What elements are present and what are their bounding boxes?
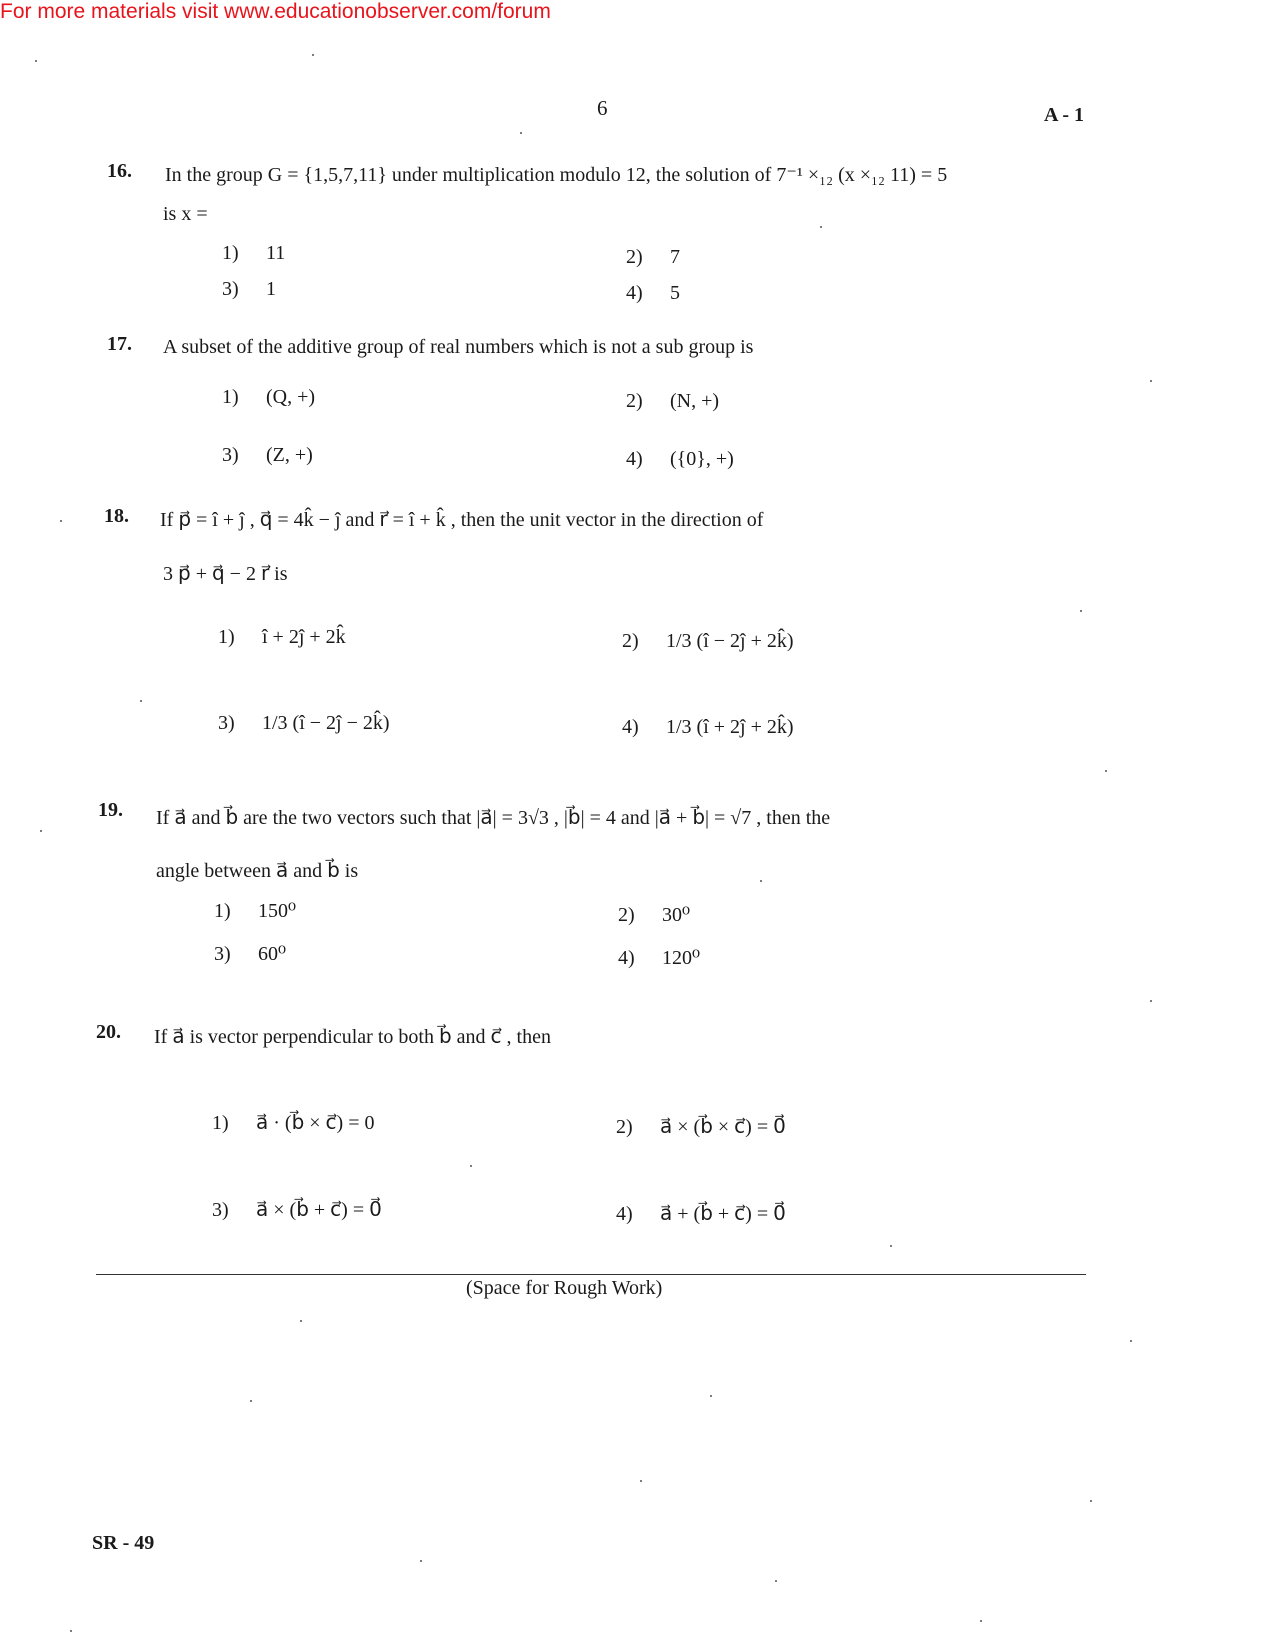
option-value: 1/3 (î + 2ĵ + 2k̂) <box>666 716 794 738</box>
option-3[interactable] <box>212 1197 382 1222</box>
option-value: 11 <box>266 242 286 264</box>
question-number: 17. <box>107 333 132 355</box>
option-number: 4) <box>626 282 643 304</box>
option-4[interactable] <box>618 945 700 970</box>
option-2[interactable] <box>616 1114 786 1139</box>
option-4[interactable] <box>626 282 680 305</box>
option-value: 7 <box>670 246 680 268</box>
option-value: a⃗ + (b⃗ + c⃗) = 0⃗ <box>660 1203 786 1225</box>
option-number: 2) <box>616 1116 633 1138</box>
question-text: If a⃗ is vector perpendicular to both b⃗ and c⃗ , then <box>154 1026 551 1048</box>
option-3[interactable] <box>214 941 286 966</box>
option-1[interactable] <box>214 898 296 923</box>
question-text-continued: 3 p⃗ + q⃗ − 2 r⃗ is <box>163 563 288 585</box>
option-3[interactable] <box>222 278 276 301</box>
option-4[interactable] <box>626 448 734 471</box>
option-4[interactable] <box>622 716 794 739</box>
rough-work-label: (Space for Rough Work) <box>466 1277 663 1299</box>
option-2[interactable] <box>626 246 680 269</box>
option-number: 4) <box>622 716 639 738</box>
option-number: 4) <box>616 1203 633 1225</box>
option-value: a⃗ × (b⃗ + c⃗) = 0⃗ <box>256 1199 382 1221</box>
question-text: In the group G = {1,5,7,11} under multiplication modulo 12, the solution of 7⁻¹ ×₁₂ (x ×₁₂ 11) = 5 <box>165 164 948 186</box>
option-number: 3) <box>212 1199 229 1221</box>
option-number: 4) <box>626 448 643 470</box>
question-number: 19. <box>98 799 123 821</box>
option-number: 3) <box>218 712 235 734</box>
question-text-continued: angle between a⃗ and b⃗ is <box>156 860 359 882</box>
question-number: 18. <box>104 505 129 527</box>
question-number: 16. <box>107 160 132 182</box>
option-value: 5 <box>670 282 680 304</box>
option-1[interactable] <box>222 242 285 265</box>
option-value: (Q, +) <box>266 386 316 408</box>
option-number: 2) <box>618 904 635 926</box>
option-value: (N, +) <box>670 390 720 412</box>
footer-code: SR - 49 <box>92 1532 155 1554</box>
option-value: ({0}, +) <box>670 448 734 470</box>
question-text: A subset of the additive group of real numbers which is not a sub group is <box>163 336 754 358</box>
watermark-text: For more materials visit www.educationobserver.com/forum <box>0 0 551 23</box>
option-number: 3) <box>222 278 239 300</box>
option-1[interactable] <box>212 1110 375 1135</box>
option-value: 60⁰ <box>258 943 287 965</box>
option-2[interactable] <box>626 390 719 413</box>
option-3[interactable] <box>218 712 390 735</box>
option-number: 1) <box>214 900 231 922</box>
option-2[interactable] <box>618 902 690 927</box>
option-value: 150⁰ <box>258 900 297 922</box>
question-text: If p⃗ = î + ĵ , q⃗ = 4k̂ − ĵ and r⃗ = î + k̂ , then the unit vector in the direction of <box>160 509 764 531</box>
question-number: 20. <box>96 1021 121 1043</box>
option-3[interactable] <box>222 444 313 467</box>
option-number: 1) <box>212 1112 229 1134</box>
option-number: 1) <box>222 242 239 264</box>
option-value: 1/3 (î − 2ĵ − 2k̂) <box>262 712 390 734</box>
option-number: 3) <box>222 444 239 466</box>
option-value: î + 2ĵ + 2k̂ <box>262 626 346 648</box>
option-number: 3) <box>214 943 231 965</box>
paper-code: A - 1 <box>1044 104 1084 126</box>
option-1[interactable] <box>218 626 346 649</box>
option-number: 2) <box>626 390 643 412</box>
option-value: a⃗ × (b⃗ × c⃗) = 0⃗ <box>660 1116 786 1138</box>
option-2[interactable] <box>622 630 794 653</box>
page-number: 6 <box>597 96 608 120</box>
question-text: If a⃗ and b⃗ are the two vectors such that |a⃗| = 3√3 , |b⃗| = 4 and |a⃗ + b⃗| = √7 , then the <box>156 807 831 829</box>
option-number: 4) <box>618 947 635 969</box>
option-value: a⃗ · (b⃗ × c⃗) = 0 <box>256 1112 375 1134</box>
option-value: 1/3 (î − 2ĵ + 2k̂) <box>666 630 794 652</box>
option-value: 30⁰ <box>662 904 691 926</box>
option-number: 1) <box>222 386 239 408</box>
option-number: 2) <box>622 630 639 652</box>
option-1[interactable] <box>222 386 315 409</box>
question-text-continued: is x = <box>163 203 208 225</box>
option-value: 120⁰ <box>662 947 701 969</box>
option-number: 2) <box>626 246 643 268</box>
divider-rule <box>96 1274 1086 1275</box>
option-value: (Z, +) <box>266 444 313 466</box>
option-value: 1 <box>266 278 276 300</box>
option-4[interactable] <box>616 1201 786 1226</box>
option-number: 1) <box>218 626 235 648</box>
